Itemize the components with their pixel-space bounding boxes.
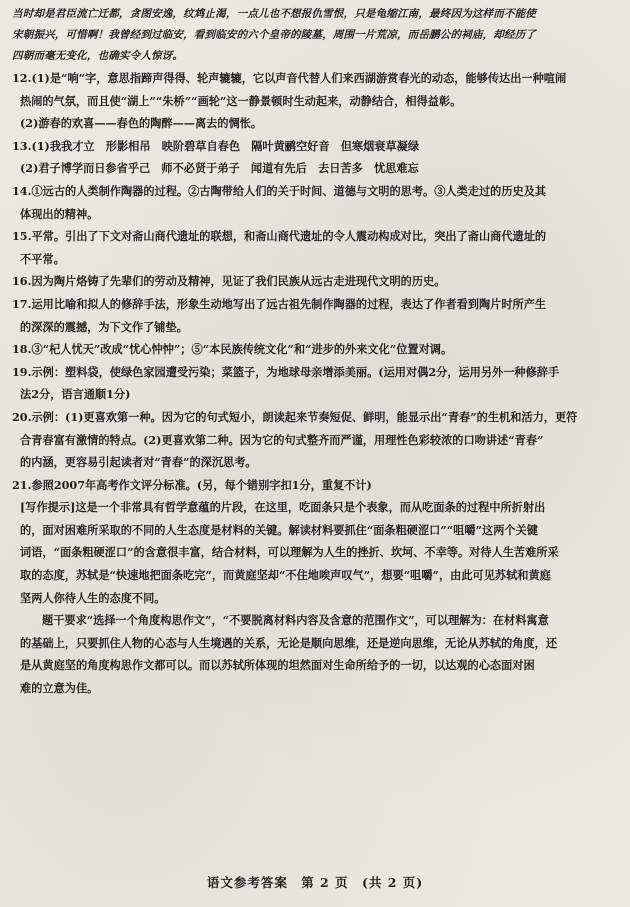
- answer-item-15: [12, 225, 612, 270]
- intro-paragraph: [12, 4, 612, 67]
- answer-line: 的深深的震撼，为下文作了铺垫。: [20, 319, 188, 334]
- answer-line: 15.平常。引出了下文对斋山商代遗址的联想，和斋山商代遗址的令人震动构成对比，突出了斋山商代遗址的: [12, 229, 547, 244]
- answer-item-12: [12, 67, 612, 135]
- answer-line: 合青春富有激情的特点。(2)更喜欢第二种。因为它的句式整齐而严谨，用理性色彩较浓的口吻讲述“青春”: [20, 432, 544, 447]
- answer-item-21: [12, 474, 612, 700]
- intro-line: 当时却是君臣流亡迁都，贪图安逸，纹鸩止渴，一点儿也不想报仇雪恨，只是龟缩江南，最终因为这样而不能使: [12, 8, 536, 20]
- writing-hint-line: 是从黄庭坚的角度构思作文都可以。而以苏轼所体现的坦然面对生命所给予的一切，以达观的心态面对困: [20, 658, 535, 673]
- answer-line: 20.示例：(1)更喜欢第一种。因为它的句式短小，朗读起来节奏短促、鲜明，能显示出“青春”的生机和活力，更符: [12, 409, 578, 424]
- answer-item-19: [12, 361, 612, 406]
- answer-line: (2)游春的欢喜——春色的陶醉——离去的惆怅。: [20, 116, 263, 131]
- answer-line: 法2分，语言通顺1分): [20, 387, 131, 402]
- writing-hint-line: [写作提示]这是一个非常具有哲学意蕴的片段，在这里，吃面条只是个表象，而从吃面条的过程中所折射出: [20, 500, 546, 515]
- footer-total-pages: (共 2 页): [361, 875, 424, 890]
- answer-line: 18.③“杞人忧天”改成“忧心忡忡”；⑤“本民族传统文化”和“进步的外来文化”位置对调。: [12, 342, 453, 357]
- answer-line: 体现出的精神。: [20, 206, 99, 221]
- answer-item-17: [12, 293, 612, 338]
- answer-line: 12.(1)是“响”字，意思指蹄声得得、轮声辘辘，它以声音代替人们来西湖游赏春光的动态，能够传达出一种喧闹: [12, 71, 567, 85]
- writing-hint-line: 取的态度，苏轼是“快速地把面条吃完”，而黄庭坚却“不住地唉声叹气”，想要“咀嚼”，由此可见苏轼和黄庭: [20, 568, 551, 583]
- answer-item-16: [12, 270, 612, 293]
- intro-line: 四朝而毫无变化，也确实令人惊讶。: [12, 50, 184, 62]
- footer-subject: 语文参考答案: [206, 875, 288, 890]
- footer-page-number: 第 2 页: [301, 875, 349, 890]
- answer-item-18: [12, 338, 612, 361]
- writing-hint-line: 题干要求“选择一个角度构思作文”，“不要脱离材料内容及含意的范围作文”，可以理解为：在材料寓意: [42, 613, 549, 628]
- answer-line: 不平常。: [20, 251, 65, 266]
- answer-line: 21.参照2007年高考作文评分标准。(另，每个错别字扣1分，重复不计): [12, 477, 372, 492]
- answer-line: 14.①远古的人类制作陶器的过程。②古陶带给人们的关于时间、道德与文明的思考。③人类走过的历史及其: [12, 183, 547, 198]
- answer-line: 16.因为陶片烙铸了先辈们的劳动及精神，见证了我们民族从远古走进现代文明的历史。: [12, 274, 446, 289]
- answer-line: (2)君子博学而日参省乎己 师不必贤于弟子 闻道有先后 去日苦多 忧思难忘: [20, 161, 419, 176]
- writing-hint-line: 难的立意为佳。: [20, 681, 99, 696]
- answer-line: 19.示例：塑料袋，使绿色家园遭受污染；菜篮子，为地球母亲增添美丽。(运用对偶2分，运用另外一种修辞手: [12, 364, 560, 379]
- intro-line: 宋朝振兴，可惜啊！我曾经到过临安，看到临安的六个皇帝的陵墓，周围一片荒凉，而岳鹏公的祠庙，却经历了: [12, 29, 536, 41]
- writing-hint-line: 词语，“面条粗硬涩口”的含意很丰富，结合材料，可以理解为人生的挫折、坎坷、不幸等。对待人生苦难所采: [20, 545, 559, 560]
- answer-line: 的内涵，更容易引起读者对“青春”的深沉思考。: [20, 455, 257, 470]
- page-footer: [0, 873, 630, 891]
- answer-line: 13.(1)我我才立 形影相吊 映阶碧草自春色 隔叶黄鹂空好音 但寒烟衰草凝绿: [12, 138, 420, 153]
- answer-item-13: [12, 135, 612, 180]
- answer-line: 17.运用比喻和拟人的修辞手法，形象生动地写出了远古祖先制作陶器的过程，表达了作者看到陶片时所产生: [12, 296, 547, 311]
- answer-line: 热闹的气氛，而且使“湖上”“朱桥”“画轮”这一静景顿时生动起来，动静结合，相得益彰。: [20, 93, 462, 108]
- writing-hint-line: 的基础上，只要抓住人物的心态与人生境遇的关系，无论是顺向思维，还是逆向思维，无论从苏轼的角度，还: [20, 635, 558, 650]
- answer-item-20: [12, 406, 612, 474]
- answer-item-14: [12, 180, 612, 225]
- writing-hint-line: 坚两人你待人生的态度不同。: [20, 590, 166, 605]
- writing-hint-line: 的，面对困难所采取的不同的人生态度是材料的关键。解读材料要抓住“面条粗硬涩口”“咀嚼”这两个关键: [20, 522, 538, 537]
